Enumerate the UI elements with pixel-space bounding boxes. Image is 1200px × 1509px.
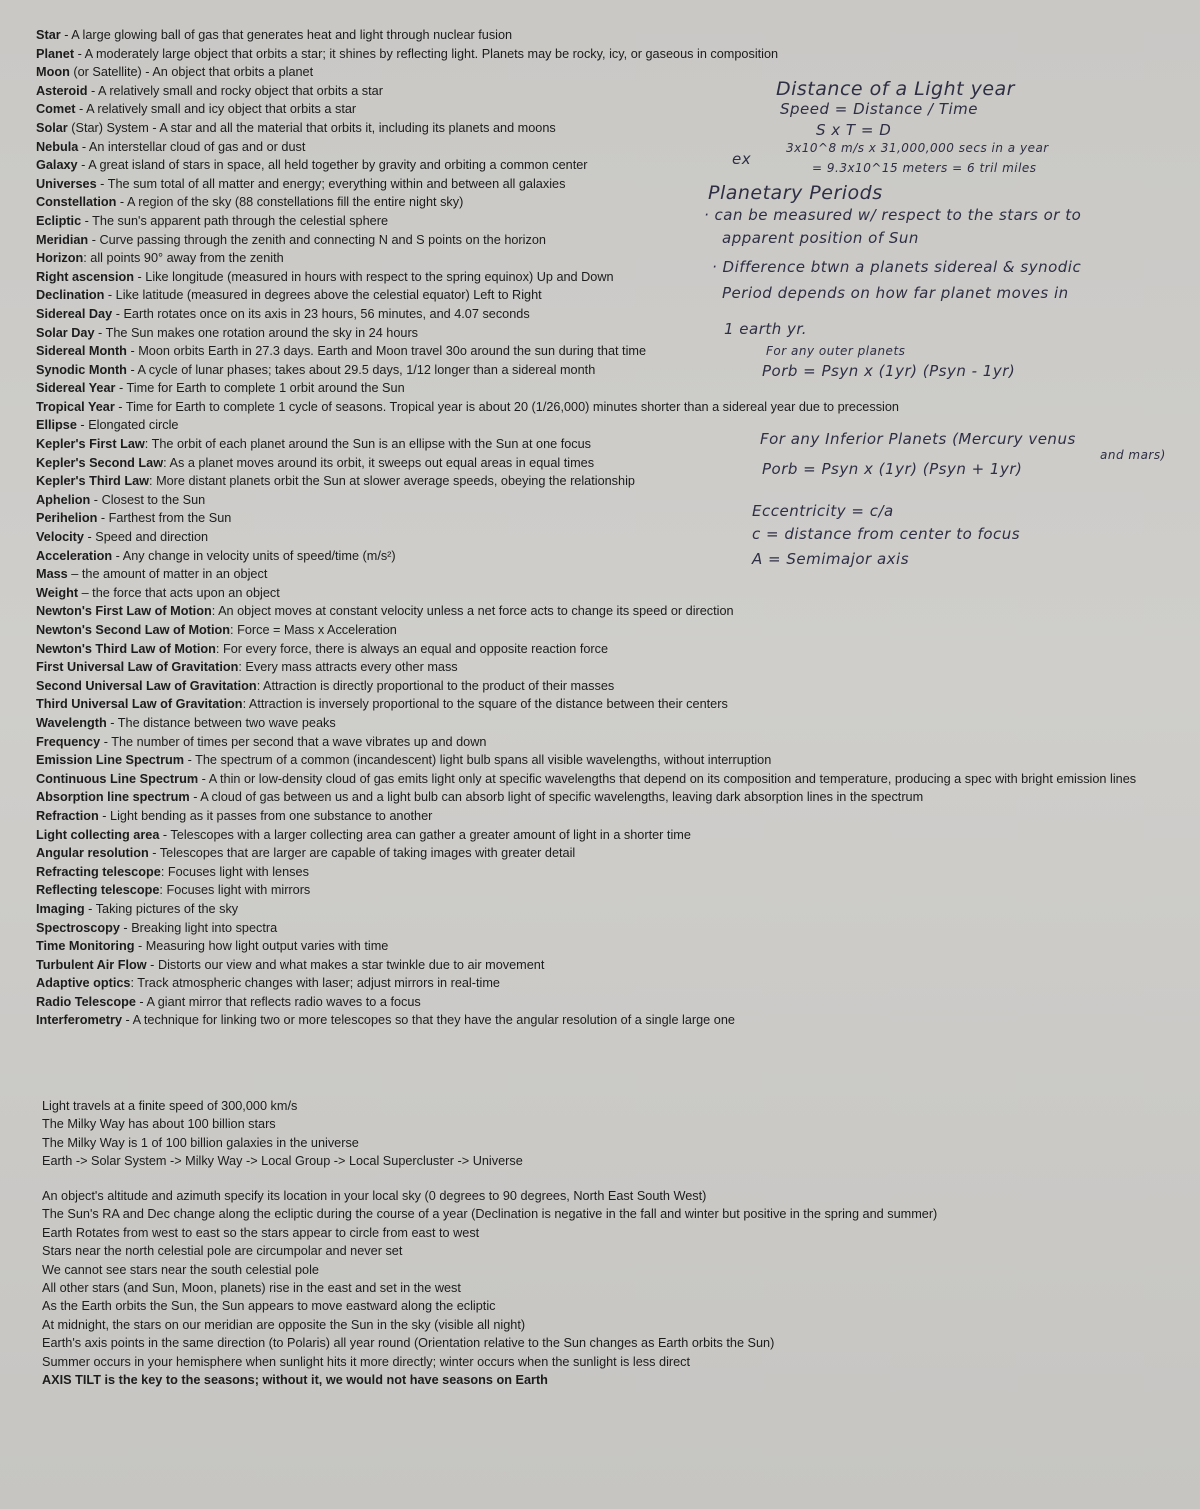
definition-text: Curve passing through the zenith and connecting N and S points on the horizon <box>99 232 546 247</box>
fact-line: An object's altitude and azimuth specify its location in your local sky (0 degrees to 90 degrees, North East South West) <box>42 1189 707 1203</box>
definition-text: The number of times per second that a wave vibrates up and down <box>111 734 487 749</box>
definition-separator: : <box>238 660 246 675</box>
definition-text: A technique for linking two or more telescopes so that they have the angular resolution of a single large one <box>132 1013 735 1028</box>
definition-row <box>36 175 1196 194</box>
definition-term: Third Universal Law of Gravitation <box>36 697 243 712</box>
definition-separator: - <box>115 381 127 396</box>
definition-row <box>36 844 1196 863</box>
definition-row <box>36 770 1176 789</box>
definition-term: Angular resolution <box>36 846 149 861</box>
definition-separator: : <box>160 864 168 879</box>
definition-row <box>36 714 1196 733</box>
facts-list-sky <box>42 1187 1192 1389</box>
fact-line: Summer occurs in your hemisphere when sunlight hits it more directly; winter occurs when the sunlight is less direct <box>42 1354 691 1369</box>
definition-term: Asteroid <box>36 83 88 98</box>
definition-separator: : <box>83 251 91 266</box>
definition-row <box>36 305 1196 324</box>
definition-text: A moderately large object that orbits a star; it shines by reflecting light. Planets may be rocky, icy, or gaseous in composition <box>84 46 779 61</box>
handwritten-note-1: · can be measured w/ respect to the stars or to <box>704 206 1082 224</box>
definition-text: As a planet moves around its orbit, it sweeps out equal areas in equal times <box>169 455 595 470</box>
definition-text: Focuses light with mirrors <box>166 883 311 898</box>
definition-row <box>36 361 1196 380</box>
definition-term: Sidereal Month <box>36 344 127 359</box>
handwritten-note-2: apparent position of Sun <box>722 229 919 247</box>
fact-line: The Sun's RA and Dec change along the ecliptic during the course of a year (Declination is negative in the fall and winter but positive in the spring and summer) <box>42 1207 938 1222</box>
definition-term: Kepler's Second Law <box>36 455 164 470</box>
definition-separator: – <box>78 585 93 600</box>
definition-row <box>36 751 1196 770</box>
handwritten-outer-1: For any outer planets <box>766 344 906 358</box>
definition-row <box>36 528 1196 547</box>
definition-row <box>36 565 1196 584</box>
definition-term: Spectroscopy <box>36 920 120 935</box>
definition-text: The Sun makes one rotation around the sky in 24 hours <box>105 325 419 340</box>
definition-separator: - <box>77 158 89 173</box>
definition-row <box>36 509 1196 528</box>
definition-row <box>36 658 1196 677</box>
definition-separator: - <box>122 1013 133 1028</box>
definition-separator: - <box>84 901 96 916</box>
definition-term: Planet <box>36 46 75 61</box>
handwritten-sxt: S x T = D <box>816 121 892 139</box>
definition-text: An object that orbits a planet <box>152 65 314 80</box>
definition-text: Like latitude (measured in degrees above the celestial equator) Left to Right <box>115 288 542 303</box>
definition-row <box>36 584 1196 603</box>
definition-row <box>36 324 1196 343</box>
definition-term: Frequency <box>36 734 101 749</box>
definition-text: A cloud of gas between us and a light bulb can absorb light of specific wavelengths, leaving dark absorption lines in the spectrum <box>200 790 924 805</box>
handwritten-note-4: Period depends on how far planet moves in <box>722 284 1069 302</box>
handwritten-note-5: 1 earth yr. <box>724 320 807 338</box>
definition-term: Right ascension <box>36 269 134 284</box>
definition-text: Earth rotates once on its axis in 23 hours, 56 minutes, and 4.07 seconds <box>123 306 530 321</box>
definition-separator: - <box>98 808 111 823</box>
definition-text: A cycle of lunar phases; takes about 29.5 days, 1/12 longer than a sidereal month <box>137 362 596 377</box>
handwritten-calc-1: 3x10^8 m/s x 31,000,000 secs in a year <box>786 141 1049 155</box>
definition-separator: : <box>215 641 223 656</box>
definition-term: Weight <box>36 585 79 600</box>
definition-separator: - <box>90 492 102 507</box>
definition-separator: : <box>242 697 249 712</box>
definition-row <box>36 119 1196 138</box>
definition-term: Refraction <box>36 808 99 823</box>
definition-row <box>36 640 1196 659</box>
handwritten-inner-1: For any Inferior Planets (Mercury venus <box>760 430 1076 448</box>
definition-term: Solar Day <box>36 325 95 340</box>
definition-row <box>36 881 1196 900</box>
definition-separator: : <box>256 678 264 693</box>
definition-term: Turbulent Air Flow <box>36 957 147 972</box>
definition-separator: - <box>75 102 87 117</box>
definition-separator: - <box>198 771 209 786</box>
definition-term: Newton's Third Law of Motion <box>36 641 216 656</box>
definition-term: Galaxy <box>36 158 78 173</box>
fact-line: Earth Rotates from west to east so the stars appear to circle from east to west <box>42 1225 480 1240</box>
definition-separator: (Star) System - <box>67 120 160 135</box>
definition-separator: : <box>211 604 219 619</box>
definition-row <box>36 993 1196 1012</box>
definition-row <box>36 919 1196 938</box>
definition-text: Speed and direction <box>95 530 209 545</box>
handwritten-inner-1b: and mars) <box>1100 448 1166 462</box>
definition-row <box>36 379 1196 398</box>
definition-text: A region of the sky (88 constellations fill the entire night sky) <box>126 195 464 210</box>
definition-separator: - <box>96 176 108 191</box>
definition-term: Meridian <box>36 232 89 247</box>
definition-term: Second Universal Law of Gravitation <box>36 678 257 693</box>
definition-separator: - <box>134 939 146 954</box>
definition-term: Ecliptic <box>36 213 82 228</box>
handwritten-outer-2: Porb = Psyn x (1yr) (Psyn - 1yr) <box>762 362 1016 380</box>
definition-row <box>36 82 1196 101</box>
definition-row <box>36 863 1196 882</box>
definition-text: Track atmospheric changes with laser; adjust mirrors in real-time <box>137 976 500 991</box>
definition-separator: - <box>112 306 124 321</box>
definition-separator: - <box>184 753 196 768</box>
definition-row <box>36 956 1196 975</box>
handwritten-c-definition: c = distance from center to focus <box>752 525 1021 543</box>
definition-separator: - <box>88 232 100 247</box>
definition-row <box>36 602 1196 621</box>
definition-separator: : <box>144 437 152 452</box>
definition-term: Nebula <box>36 139 79 154</box>
definition-separator: : <box>159 883 167 898</box>
handwritten-note-3: · Difference btwn a planets sidereal & synodic <box>712 258 1082 276</box>
definition-separator: – <box>67 567 82 582</box>
definition-separator: - <box>112 548 123 563</box>
definition-text: A relatively small and rocky object that orbits a star <box>98 83 383 98</box>
fact-line: Stars near the north celestial pole are circumpolar and never set <box>42 1244 403 1259</box>
definition-term: Continuous Line Spectrum <box>36 771 199 786</box>
definition-term: Universes <box>36 176 97 191</box>
fact-line: Earth's axis points in the same direction (to Polaris) all year round (Orientation relative to the Sun changes as Earth orbits the Sun) <box>42 1336 775 1351</box>
definition-term: Absorption line spectrum <box>36 790 190 805</box>
definition-text: Breaking light into spectra <box>131 920 278 935</box>
definition-row <box>36 45 1196 64</box>
definition-separator: - <box>87 83 99 98</box>
definition-term: Emission Line Spectrum <box>36 753 185 768</box>
definition-separator: : <box>230 623 238 637</box>
definition-row <box>36 788 1196 807</box>
definition-term: Horizon <box>36 251 84 266</box>
definition-text: A relatively small and icy object that orbits a star <box>86 102 357 117</box>
definition-text: Closest to the Sun <box>101 492 206 507</box>
definition-text: all points 90° away from the zenith <box>90 251 284 266</box>
definition-text: Force = Mass x Acceleration <box>237 623 397 637</box>
definition-text: the amount of matter in an object <box>81 567 268 582</box>
definition-separator: - <box>116 195 127 210</box>
definition-row <box>36 63 1196 82</box>
fact-line: Light travels at a finite speed of 300,000 km/s <box>42 1099 298 1113</box>
definition-row <box>36 937 1196 956</box>
definition-separator: - <box>94 325 106 340</box>
definition-row <box>36 826 1196 845</box>
definition-text: More distant planets orbit the Sun at slower average speeds, obeying the relationship <box>156 474 635 489</box>
definition-term: Sidereal Day <box>36 306 113 321</box>
definitions-list <box>36 26 1196 1030</box>
definition-text: Time for Earth to complete 1 orbit around the Sun <box>126 381 405 396</box>
definition-text: The sun's apparent path through the celestial sphere <box>92 213 389 228</box>
definition-text: A large glowing ball of gas that generates heat and light through nuclear fusion <box>71 28 513 42</box>
definition-text: Time for Earth to complete 1 cycle of seasons. Tropical year is about 20 (1/26,000) minutes shorter than a sidereal year due to precession <box>125 399 899 414</box>
definition-separator: - <box>189 790 201 805</box>
definition-text: Attraction is directly proportional to the product of their masses <box>263 678 615 693</box>
fact-line: As the Earth orbits the Sun, the Sun appears to move eastward along the ecliptic <box>42 1299 496 1314</box>
definition-row <box>36 807 1196 826</box>
definition-term: Moon <box>36 65 70 80</box>
definition-term: Newton's First Law of Motion <box>36 604 212 619</box>
definition-separator: : <box>149 474 157 489</box>
definition-term: Declination <box>36 288 105 303</box>
definition-separator: - <box>126 344 139 359</box>
definition-text: The spectrum of a common (incandescent) light bulb spans all visible wavelengths, without interruption <box>195 753 772 768</box>
definition-separator: (or Satellite) - <box>69 65 153 80</box>
definition-text: Every mass attracts every other mass <box>245 660 458 675</box>
definition-row <box>36 974 1196 993</box>
definition-term: Star <box>36 28 61 42</box>
fact-line: Earth -> Solar System -> Milky Way -> Local Group -> Local Supercluster -> Universe <box>42 1154 523 1169</box>
definition-row <box>36 900 1196 919</box>
definition-separator: - <box>83 530 96 545</box>
definition-separator: - <box>104 288 116 303</box>
definition-text: An interstellar cloud of gas and or dust <box>88 139 306 154</box>
definition-text: An object moves at constant velocity unless a net force acts to change its speed or direction <box>218 604 734 619</box>
definition-text: A great island of stars in space, all held together by gravity and orbiting a common center <box>88 158 588 173</box>
fact-line: The Milky Way is 1 of 100 billion galaxies in the universe <box>42 1135 359 1150</box>
definition-text: Focuses light with lenses <box>167 864 309 879</box>
fact-line-axis-tilt: AXIS TILT is the key to the seasons; without it, we would not have seasons on Earth <box>42 1373 548 1388</box>
definition-text: Taking pictures of the sky <box>95 901 239 916</box>
handwritten-speed-equation: Speed = Distance / Time <box>780 100 978 118</box>
definition-text: A giant mirror that reflects radio waves to a focus <box>146 994 421 1009</box>
handwritten-a-definition: A = Semimajor axis <box>752 550 910 568</box>
definition-term: Comet <box>36 102 76 117</box>
definition-text: Like longitude (measured in hours with respect to the spring equinox) Up and Down <box>145 269 614 284</box>
definition-text: Measuring how light output varies with time <box>145 939 389 954</box>
definition-text: Telescopes with a larger collecting area can gather a greater amount of light in a shorter time <box>170 827 691 842</box>
definition-term: Reflecting telescope <box>36 883 160 898</box>
definition-term: Aphelion <box>36 492 91 507</box>
definition-term: Kepler's First Law <box>36 437 145 452</box>
definition-row <box>36 342 1196 361</box>
definition-term: Solar <box>36 120 68 135</box>
definition-term: Velocity <box>36 530 84 545</box>
definition-text: The distance between two wave peaks <box>117 715 336 730</box>
definition-separator: - <box>74 46 85 61</box>
definition-separator: - <box>78 139 89 154</box>
definition-separator: - <box>159 827 171 842</box>
definition-separator: - <box>81 213 93 228</box>
definition-term: Wavelength <box>36 715 107 730</box>
definition-text: Distorts our view and what makes a star twinkle due to air movement <box>157 957 545 972</box>
handwritten-ex: ex <box>732 150 752 168</box>
definition-row <box>36 547 1196 566</box>
definition-row <box>36 26 1196 45</box>
definition-separator: - <box>146 957 158 972</box>
definition-row <box>36 695 1196 714</box>
facts-list-light <box>42 1097 1192 1171</box>
definition-text: Elongated circle <box>88 418 179 433</box>
definition-row <box>36 100 1196 119</box>
definition-term: Acceleration <box>36 548 113 563</box>
definition-term: Interferometry <box>36 1013 123 1028</box>
definition-row <box>36 677 1196 696</box>
definition-text: the force that acts upon an object <box>92 585 280 600</box>
handwritten-eccentricity: Eccentricity = c/a <box>752 502 894 520</box>
definition-text: Attraction is inversely proportional to the square of the distance between their centers <box>248 697 728 712</box>
definition-term: Radio Telescope <box>36 994 136 1009</box>
definition-text: The orbit of each planet around the Sun is an ellipse with the Sun at one focus <box>151 437 592 452</box>
fact-line: We cannot see stars near the south celestial pole <box>42 1262 319 1277</box>
definition-text: Light bending as it passes from one substance to another <box>110 808 433 823</box>
handwritten-inner-2: Porb = Psyn x (1yr) (Psyn + 1yr) <box>762 460 1023 478</box>
definition-text: A thin or low-density cloud of gas emits light only at specific wavelengths that depend on its composition and temperature, producing a spec with bright emission lines <box>208 771 1137 786</box>
definition-separator: - <box>119 920 132 935</box>
definition-term: Constellation <box>36 195 117 210</box>
definition-term: Adaptive optics <box>36 976 131 991</box>
definition-text: For every force, there is always an equal and opposite reaction force <box>222 641 609 656</box>
fact-line: The Milky Way has about 100 billion stars <box>42 1117 276 1132</box>
definition-term: Kepler's Third Law <box>36 474 149 489</box>
definition-term: Tropical Year <box>36 399 115 414</box>
handwritten-calc-2: = 9.3x10^15 meters = 6 tril miles <box>812 161 1037 175</box>
definition-row <box>36 398 1196 417</box>
definition-separator: : <box>130 976 138 991</box>
definition-text: The sum total of all matter and energy; everything within and between all galaxies <box>107 176 566 191</box>
definition-term: Light collecting area <box>36 827 160 842</box>
definition-term: Synodic Month <box>36 362 127 377</box>
definition-text: A star and all the material that orbits it, including its planets and moons <box>159 120 556 135</box>
definition-term: Mass <box>36 567 68 582</box>
definition-term: First Universal Law of Gravitation <box>36 660 239 675</box>
definition-separator: - <box>76 418 89 433</box>
definition-term: Sidereal Year <box>36 381 116 396</box>
definition-term: Ellipse <box>36 418 77 433</box>
definition-separator: - <box>60 28 72 42</box>
definition-row <box>36 621 1196 640</box>
definition-row <box>36 733 1196 752</box>
definition-separator: : <box>163 455 170 470</box>
handwritten-periods-title: Planetary Periods <box>708 182 883 204</box>
definition-term: Imaging <box>36 901 85 916</box>
definition-separator: - <box>97 511 109 526</box>
definition-row <box>36 491 1196 510</box>
definition-separator: - <box>135 994 147 1009</box>
definition-text: Farthest from the Sun <box>108 511 232 526</box>
handwritten-distance-title: Distance of a Light year <box>776 78 1015 100</box>
definition-row <box>36 231 1196 250</box>
definition-text: Any change in velocity units of speed/time (m/s²) <box>122 548 396 563</box>
definition-separator: - <box>106 715 118 730</box>
definition-term: Newton's Second Law of Motion <box>36 623 231 637</box>
definition-separator: - <box>126 362 138 377</box>
definition-term: Time Monitoring <box>36 939 135 954</box>
definition-text: Moon orbits Earth in 27.3 days. Earth and Moon travel 30o around the sun during that time <box>138 344 647 359</box>
definition-term: Perihelion <box>36 511 98 526</box>
definition-separator: - <box>134 269 146 284</box>
definition-term: Refracting telescope <box>36 864 161 879</box>
definition-row <box>36 1011 1196 1030</box>
definition-separator: - <box>114 399 126 414</box>
fact-line: At midnight, the stars on our meridian are opposite the Sun in the sky (visible all night) <box>42 1317 526 1332</box>
fact-line: All other stars (and Sun, Moon, planets) rise in the east and set in the west <box>42 1281 461 1296</box>
definition-separator: - <box>100 734 112 749</box>
definition-text: Telescopes that are larger are capable of taking images with greater detail <box>159 846 576 861</box>
definition-separator: - <box>148 846 160 861</box>
